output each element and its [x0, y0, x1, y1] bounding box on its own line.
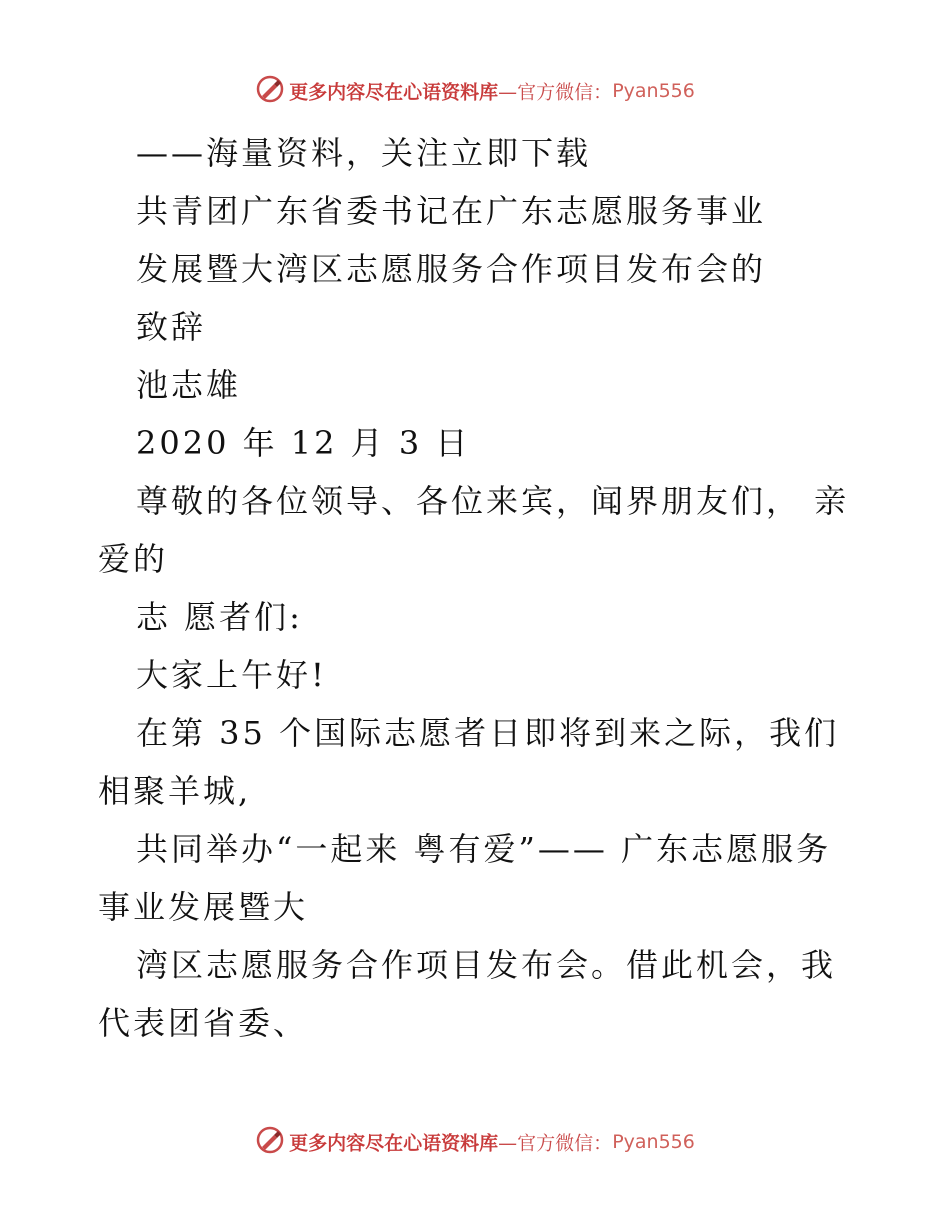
- doc-line: 共同举办“一起来 粤有爱”—— 广东志愿服务事业发展暨大: [98, 830, 832, 926]
- watermark-suffix: —官方微信：: [498, 81, 613, 104]
- pen-logo-icon: [255, 1125, 285, 1155]
- watermark-prefix: 更多内容尽在心语资料库: [289, 1132, 499, 1155]
- doc-line: 发展暨大湾区志愿服务合作项目发布会的: [136, 250, 767, 288]
- doc-line: 池志雄: [136, 366, 242, 404]
- doc-line: 2020 年 12 月 3 日: [136, 424, 471, 462]
- doc-line: 大家上午好!: [136, 656, 327, 694]
- doc-line: 志 愿者们:: [136, 598, 303, 636]
- watermark-wechat-id: Pyan556: [612, 1131, 695, 1153]
- doc-line: 共青团广东省委书记在广东志愿服务事业: [136, 192, 767, 230]
- footer-watermark: [0, 1127, 950, 1157]
- doc-line: 致辞: [136, 308, 207, 346]
- watermark-wechat-id: Pyan556: [612, 80, 695, 102]
- document-body: [98, 124, 858, 1052]
- doc-line: 湾区志愿服务合作项目发布会。借此机会，我代表团省委、: [98, 946, 837, 1042]
- watermark-prefix: 更多内容尽在心语资料库: [289, 81, 499, 104]
- doc-line: 尊敬的各位领导、各位来宾，闻界朋友们， 亲爱的: [98, 482, 850, 578]
- watermark-suffix: —官方微信：: [498, 1132, 613, 1155]
- pen-logo-icon: [255, 74, 285, 104]
- header-watermark: [0, 76, 950, 106]
- doc-line: ——海量资料，关注立即下载: [136, 134, 592, 172]
- doc-line: 在第 35 个国际志愿者日即将到来之际，我们相聚羊城,: [98, 714, 840, 810]
